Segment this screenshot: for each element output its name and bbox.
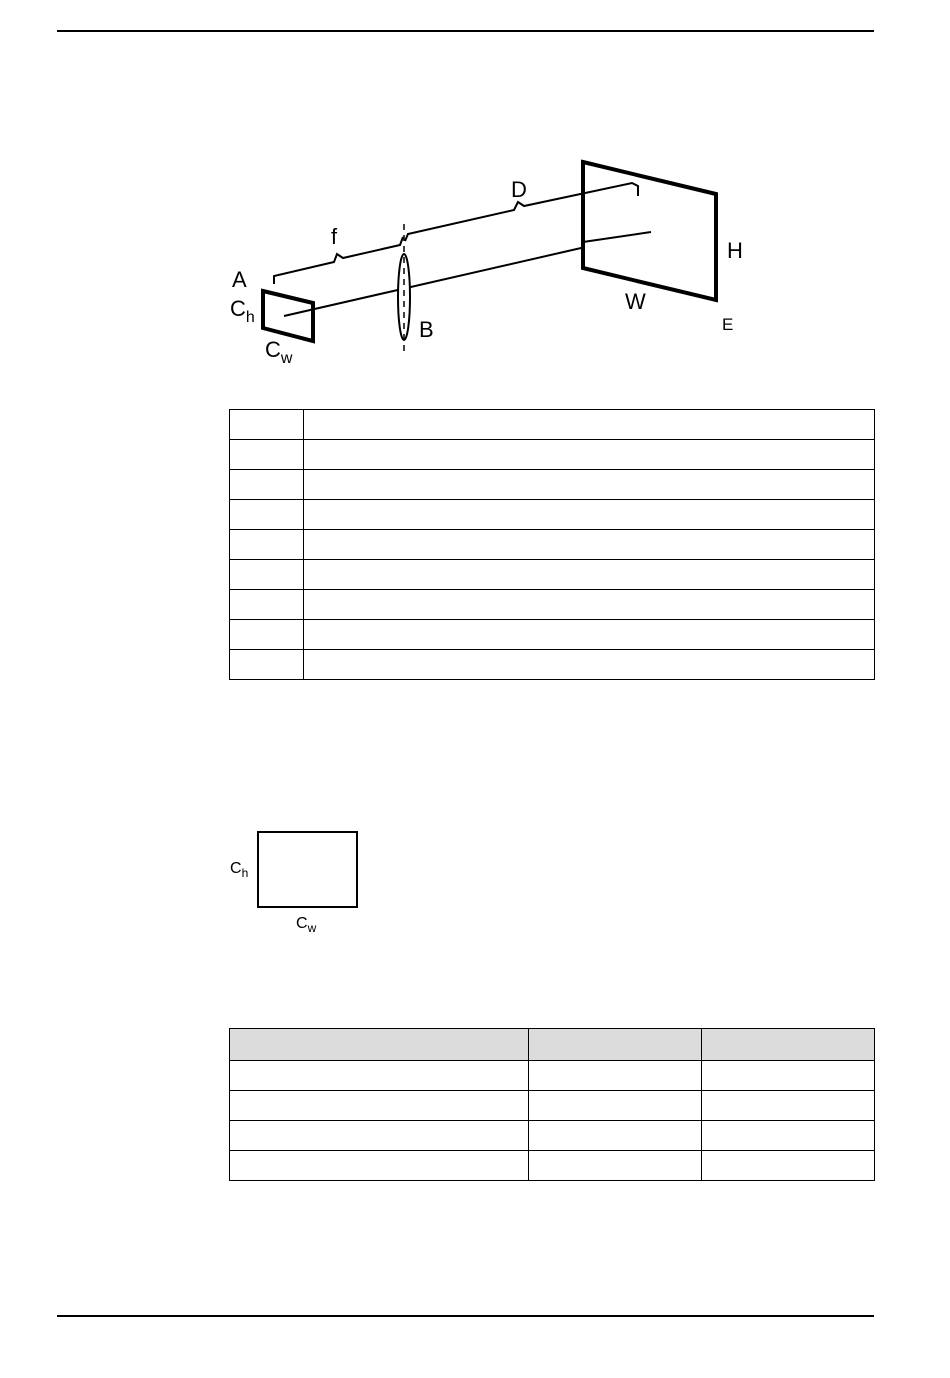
definition-cell bbox=[304, 650, 875, 680]
table-row bbox=[230, 500, 875, 530]
definition-cell bbox=[304, 410, 875, 440]
distance-label: D bbox=[511, 177, 527, 202]
definition-cell bbox=[304, 620, 875, 650]
table-row bbox=[230, 560, 875, 590]
camera-geometry-diagram bbox=[0, 0, 950, 400]
column-header bbox=[230, 1029, 529, 1061]
column-header bbox=[702, 1029, 875, 1061]
table-cell bbox=[529, 1061, 702, 1091]
table-cell bbox=[230, 1121, 529, 1151]
table-cell bbox=[230, 1091, 529, 1121]
term-cell bbox=[230, 590, 304, 620]
table-header-row bbox=[230, 1029, 875, 1061]
scene-width-label: W bbox=[625, 289, 646, 314]
term-cell bbox=[230, 410, 304, 440]
term-cell bbox=[230, 440, 304, 470]
definition-cell bbox=[304, 590, 875, 620]
definition-cell bbox=[304, 500, 875, 530]
scene-height-label: H bbox=[727, 238, 743, 263]
table-cell bbox=[529, 1091, 702, 1121]
table-row bbox=[230, 1061, 875, 1091]
sensor-label: A bbox=[232, 267, 247, 292]
definition-cell bbox=[304, 530, 875, 560]
table-cell bbox=[702, 1091, 875, 1121]
table-row bbox=[230, 650, 875, 680]
table-cell bbox=[529, 1121, 702, 1151]
term-cell bbox=[230, 500, 304, 530]
table-row bbox=[230, 470, 875, 500]
lens-label: B bbox=[419, 317, 434, 342]
table-cell bbox=[702, 1061, 875, 1091]
table-row bbox=[230, 1151, 875, 1181]
sensor-table bbox=[229, 1028, 875, 1181]
footer-rule bbox=[57, 1315, 874, 1317]
table-row bbox=[230, 1091, 875, 1121]
sensor-height-label: $C_h$ bbox=[230, 296, 255, 326]
table-cell bbox=[230, 1151, 529, 1181]
term-cell bbox=[230, 470, 304, 500]
sensor-width-label: $C_w$ bbox=[265, 337, 293, 367]
table-row bbox=[230, 620, 875, 650]
table-row bbox=[230, 410, 875, 440]
definition-cell bbox=[304, 560, 875, 590]
sensor-outline bbox=[258, 832, 357, 907]
table-cell bbox=[702, 1121, 875, 1151]
table-row bbox=[230, 590, 875, 620]
focal-length-label: f bbox=[331, 224, 338, 249]
definition-cell bbox=[304, 470, 875, 500]
column-header bbox=[529, 1029, 702, 1061]
table-cell bbox=[230, 1061, 529, 1091]
sensor-width-dimension: $C_w$ bbox=[296, 915, 317, 935]
table-row bbox=[230, 1121, 875, 1151]
scene-plane-label: E bbox=[722, 315, 734, 334]
table-cell bbox=[529, 1151, 702, 1181]
term-cell bbox=[230, 650, 304, 680]
term-cell bbox=[230, 620, 304, 650]
focal-length-brace bbox=[274, 237, 403, 284]
term-cell bbox=[230, 560, 304, 590]
sensor-height-dimension: $C_h$ bbox=[230, 860, 249, 880]
table-cell bbox=[702, 1151, 875, 1181]
definition-cell bbox=[304, 440, 875, 470]
term-cell bbox=[230, 530, 304, 560]
definition-table bbox=[229, 409, 875, 680]
table-row bbox=[230, 440, 875, 470]
scene-plane-rectangle bbox=[583, 162, 716, 300]
table-row bbox=[230, 530, 875, 560]
